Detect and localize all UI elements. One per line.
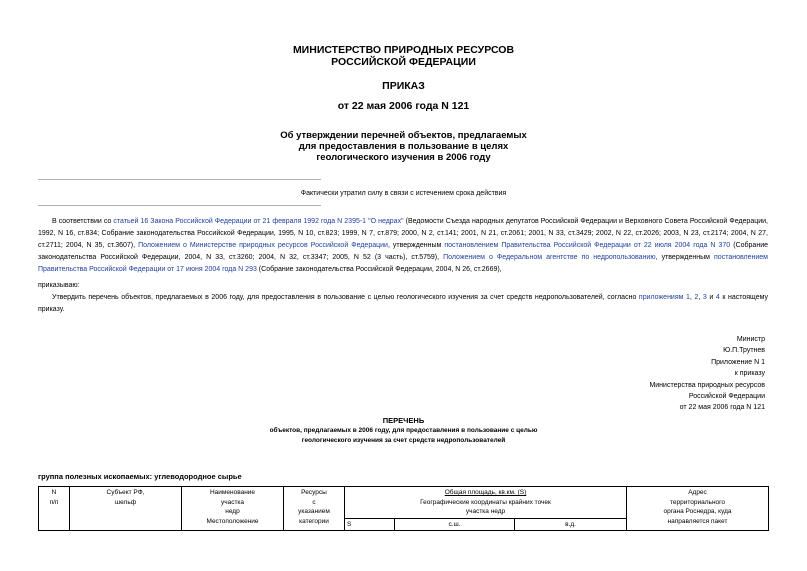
title-line-2: для предоставления в пользование в целях: [298, 141, 509, 152]
group-heading: группа полезных ископаемых: углеводородное сырье: [38, 472, 242, 481]
header-cell-area: [345, 487, 627, 519]
list-subtitle: [0, 426, 807, 446]
order-sep-2: ,: [698, 294, 703, 301]
appendix-2-link[interactable]: 2: [694, 294, 699, 301]
doc-date: от 22 мая 2006 года N 121: [337, 100, 470, 112]
header-cell-s: S: [345, 518, 395, 531]
header-coords-label: Географические координаты крайних точек участка недр: [420, 498, 551, 515]
agency-regulation-link[interactable]: Положением о Федеральном агентстве по недропользованию: [443, 254, 656, 261]
list-subtitle-line-1: объектов, предлагаемых в 2006 году, для предоставления в пользование с целью: [269, 427, 538, 434]
resolution-370-link[interactable]: постановлением Правительства Российской Федерации от 22 июля 2004 года N 370: [444, 242, 731, 249]
doc-title: [0, 130, 807, 163]
preamble-text-2: (Ведомости Съезда народных депутатов Российской Федерации и Верховного Совета Российской Федерации, 1992, N 16, ст.834; Собрание законодательства Российской Федерации, 1995, N 10, ст.823; 1999, N 7, ст.879; 2000, N 2, ст.141; 2001, N 21, ст.2061; 2001, N 33, ст.3429; 2002, N 22, ст.2026; 2003, N 23, ст.2174; 2004, N 27, ст.2711; 2004, N 35, ст.3607),: [38, 218, 768, 249]
title-line-1: Об утверждении перечней объектов, предлагаемых: [280, 130, 527, 141]
header-cell-resources: Ресурсы с указанием категории: [284, 487, 345, 531]
header-cell-subject: Субъект РФ, шельф: [70, 487, 182, 531]
preamble-text-6: (Собрание законодательства Российской Федерации, 2004, N 26, ст.2669),: [256, 266, 502, 273]
preamble-text-3: , утвержденным: [387, 242, 445, 249]
appendix-line-4: Российской Федерации: [688, 393, 765, 401]
ministry-line-1: МИНИСТЕРСТВО ПРИРОДНЫХ РЕСУРСОВ: [292, 44, 515, 56]
signature-position: Министр: [736, 336, 765, 343]
appendix-3-link[interactable]: 3: [702, 294, 707, 301]
preamble-text-4: (Собрание законодательства Российской Федерации, 2004, N 33, ст.3260; 2004, N 32, ст.3347; 2005, N 52 (3 часть), ст.5759),: [38, 242, 768, 261]
list-title: ПЕРЕЧЕНЬ: [382, 416, 425, 425]
header-cell-n: N п/п: [39, 487, 70, 531]
resolution-293-link[interactable]: постановлением Правительства Российской Федерации от 17 июня 2004 года N 293: [38, 254, 768, 273]
order-sep-3: и: [706, 294, 716, 301]
divider-top: [38, 179, 321, 180]
ministry-line-2: РОССИЙСКОЙ ФЕДЕРАЦИИ: [331, 56, 476, 68]
appendix-line-3: Министерства природных ресурсов: [649, 381, 765, 389]
header-cell-lon: в.д.: [515, 518, 627, 531]
appendix-line-5: от 22 мая 2006 года N 121: [679, 404, 765, 412]
signature-name: Ю.П.Трутнев: [723, 347, 765, 355]
table-header-row-1: [39, 487, 769, 519]
order-text-2: к настоящему приказу.: [38, 294, 769, 313]
appendix-line-1: Приложение N 1: [711, 358, 765, 366]
divider-bottom: [38, 205, 321, 206]
order-text-1: Утвердить перечень объектов, предлагаемых в 2006 году, для предоставления в пользование с целью геологического изучения за счет средств недропользователей, согласно: [52, 294, 639, 301]
order-word: приказываю:: [38, 282, 80, 289]
order-sep-1: ,: [689, 294, 695, 301]
appendix-1-link[interactable]: приложениям 1: [638, 294, 690, 301]
signature-block: [649, 334, 765, 414]
preamble-text-5: , утвержденным: [655, 254, 715, 261]
header-cell-name: Наименование участка недр Местоположение: [182, 487, 284, 531]
header-cell-lat: с.ш.: [395, 518, 515, 531]
ministry-regulation-link[interactable]: Положением о Министерстве природных ресурсов Российской Федерации: [138, 242, 388, 249]
header-cell-address: Адрес территориального органа Роснедра, куда направляется пакет: [627, 487, 769, 531]
status-note: Фактически утратил силу в связи с истечением срока действия: [300, 190, 507, 197]
objects-table: [38, 486, 769, 531]
order-paragraph: [38, 292, 768, 316]
preamble-text-1: В соответствии со: [52, 218, 114, 225]
preamble-paragraph: [38, 216, 768, 276]
appendix-4-link[interactable]: 4: [715, 294, 720, 301]
law-link[interactable]: статьей 16 Закона Российской Федерации от 21 февраля 1992 года N 2395-1 "О недрах": [113, 218, 404, 225]
doc-type: ПРИКАЗ: [382, 80, 425, 92]
appendix-line-2: к приказу: [734, 370, 765, 378]
title-line-3: геологического изучения в 2006 году: [316, 152, 491, 163]
header-area-label: Общая площадь, кв.км. (S): [444, 489, 527, 496]
list-subtitle-line-2: геологического изучения за счет средств недропользователей: [301, 437, 506, 444]
ministry-name: [0, 44, 807, 68]
